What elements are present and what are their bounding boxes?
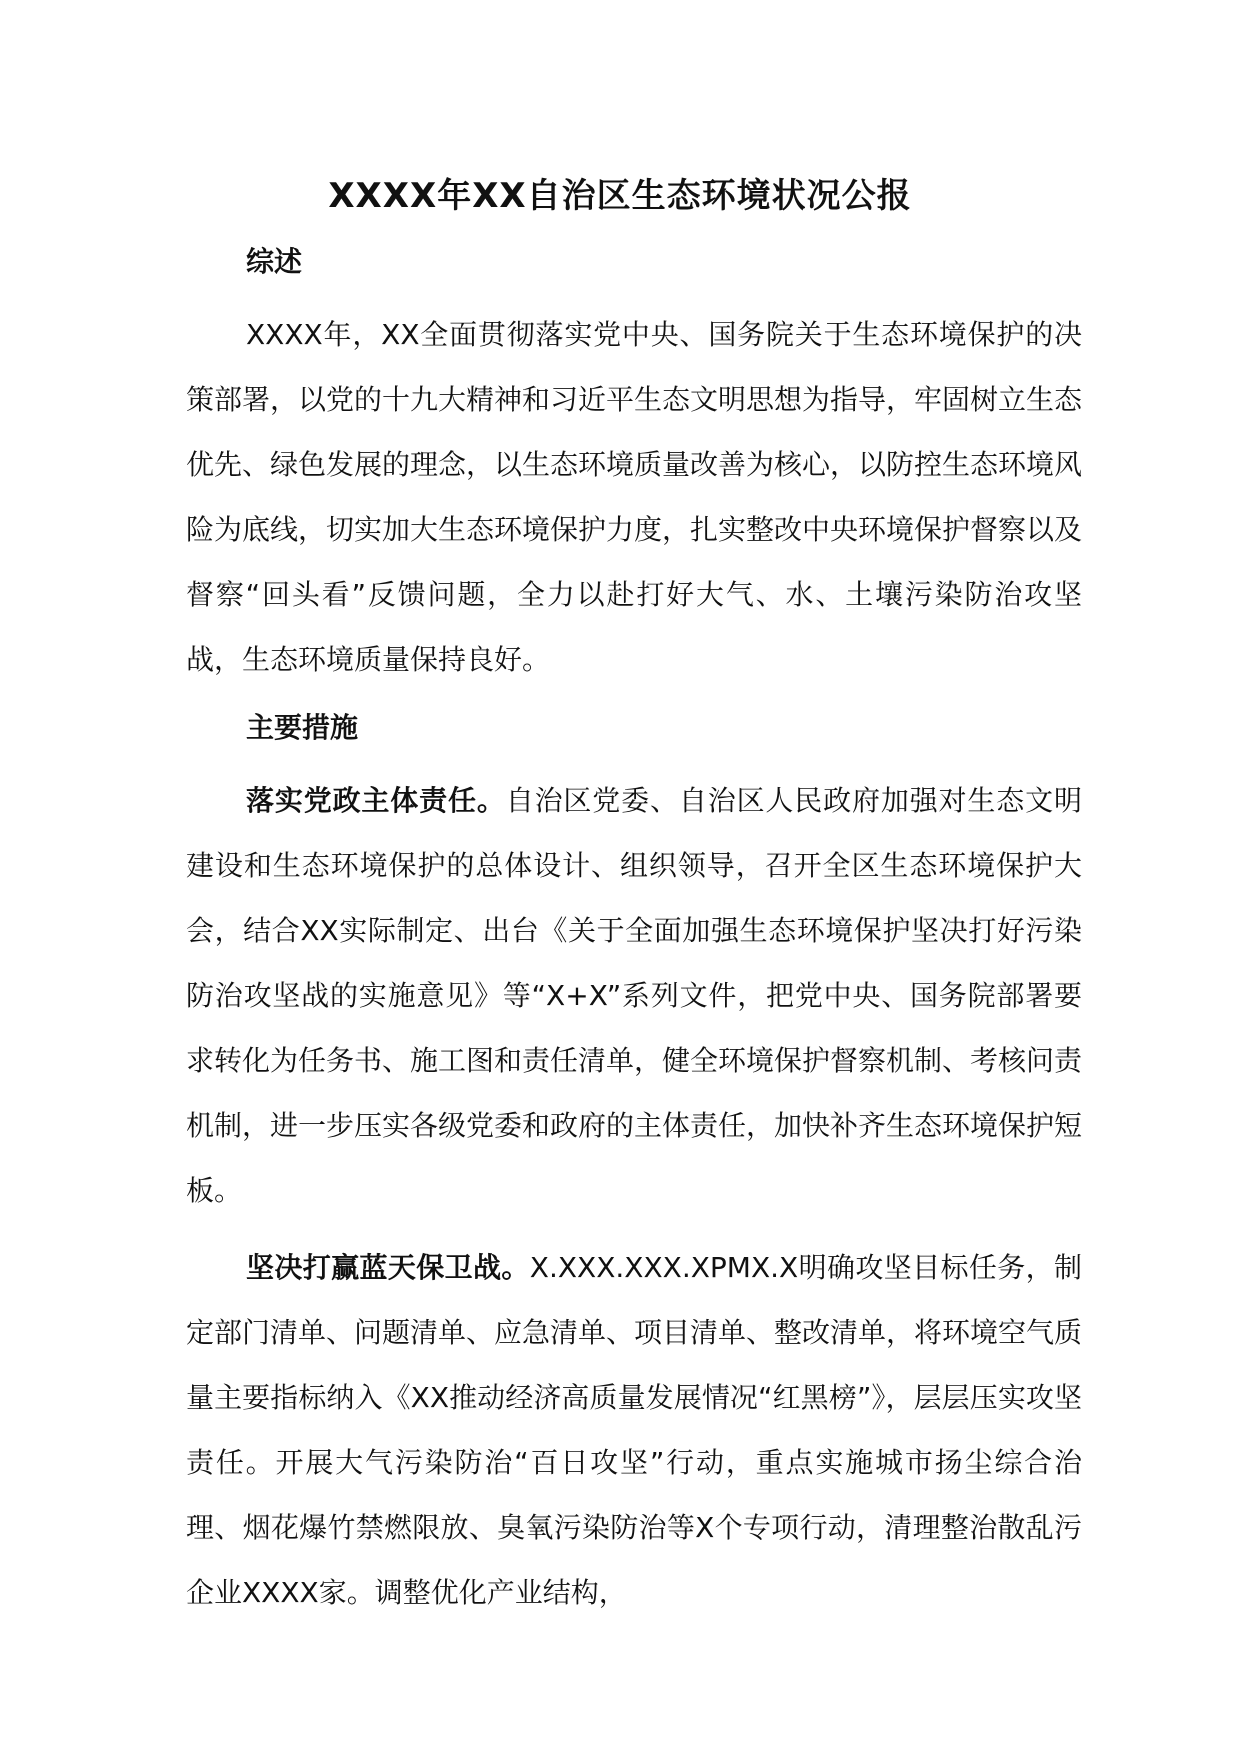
paragraph-text: XXXX年，XX全面贯彻落实党中央、国务院关于生态环境保护的决策部署，以党的十九大精神和习近平生态文明思想为指导，牢固树立生态优先、绿色发展的理念，以生态环境质量改善为核心，以防控生态环境风险为底线，切实加大生态环境保护力度，扎实整改中央环境保护督察以及督察“回头看”反馈问题，全力以赴打好大气、水、土壤污染防治攻坚战，生态环境质量保持良好。 — [186, 318, 1083, 676]
section-heading-main-measures: 主要措施 — [246, 711, 359, 744]
measure-paragraph-responsibility — [186, 768, 1082, 1223]
paragraph-text: X.XXX.XXX.XPMX.X明确攻坚目标任务，制定部门清单、问题清单、应急清单、项目清单、整改清单，将环境空气质量主要指标纳入《XX推动经济高质量发展情况“红黑榜”》，层层压实攻坚责任。开展大气污染防治“百日攻坚”行动，重点实施城市扬尘综合治理、烟花爆竹禁燃限放、臭氧污染防治等X个专项行动，清理整治散乱污企业XXXX家。调整优化产业结构， — [186, 1251, 1083, 1609]
paragraph-lead: 坚决打赢蓝天保卫战。 — [246, 1251, 530, 1284]
page-title: XXXX年XX自治区生态环境状况公报 — [328, 176, 912, 216]
overview-paragraph — [186, 302, 1082, 692]
paragraph-lead: 落实党政主体责任。 — [246, 784, 506, 817]
section-heading-overview: 综述 — [246, 245, 303, 278]
paragraph-text: 自治区党委、自治区人民政府加强对生态文明建设和生态环境保护的总体设计、组织领导，召开全区生态环境保护大会，结合XX实际制定、出台《关于全面加强生态环境保护坚决打好污染防治攻坚战的实施意见》等“X+X”系列文件，把党中央、国务院部署要求转化为任务书、施工图和责任清单，健全环境保护督察机制、考核问责机制，进一步压实各级党委和政府的主体责任，加快补齐生态环境保护短板。 — [186, 784, 1083, 1207]
measure-paragraph-blue-sky — [186, 1235, 1082, 1625]
document-body — [186, 238, 1082, 1625]
